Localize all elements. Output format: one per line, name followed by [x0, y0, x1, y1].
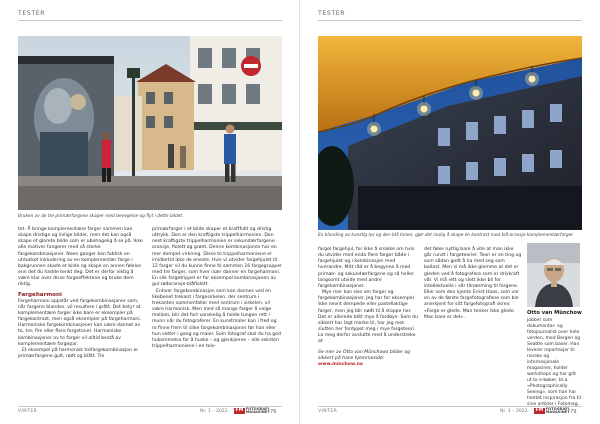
page-footer	[18, 406, 282, 416]
footer-issue: Nr. 1 – 2022	[500, 409, 528, 414]
paragraph: Enhver fargekombinasjon som kan dannes ved en likebenet trekant i fargesirkelen, der sentrum i trekanten sammenfaller med sentrum i sirkelen, vil være harmonisk. Men med så mange farger å velge mellom, blir det fort vanskelig å holde tungen rett i munn når du fotograferer. En kunstmaler kan i fred og ro finne frem til slike fargekombinasjoner før han eller hun setter i gang og maler. Som fotograf skal du ha god hukommelse for å huske – og gjenkjenne – alle seksten trippelharmoniene i en tolv-	[152, 288, 281, 349]
author-portrait	[527, 243, 580, 307]
magazine-logo	[534, 408, 570, 414]
blue-hour-photo	[318, 36, 582, 230]
logo-name-line-1: FOTOGRAFI	[545, 406, 570, 411]
footer-rule	[18, 406, 282, 407]
text-column-1	[318, 247, 418, 368]
logo-fm: FM	[535, 408, 544, 413]
paragraph: primærfarger i et bilde skaper et kraftfullt og dristig uttrykk. Den er den kraftigste trippelharmonien. Den nest kraftigste trippelharmonien er sekundærfargene oransje, fiolett og grønt. Denne kombinasjonen har en mer dempet virkning. Disse to trippelharmoniene er imidlertid ikke de eneste. Hvis vi utvider fargehjulet til 12 farger vil du kunne finne til sammen 16 fargegrupper med tre farger, som hver især danner en fargeharmoni. En slik fargetrippel er for eksempel kombinasjonen av gul-rødoransje-blåfiolett.	[152, 227, 282, 288]
logo-name	[546, 408, 570, 414]
street-photo	[18, 36, 282, 210]
street-photo-illustration	[18, 36, 282, 210]
right-page	[300, 0, 600, 424]
magazine-logo	[234, 408, 270, 414]
text-column-1	[18, 227, 145, 360]
footer-season: VINTER	[318, 409, 338, 414]
blue-hour-illustration	[318, 36, 582, 230]
paragraph: tet. Å bringe komplementære farger sammen kan skape dristige og livlige bilder, men det kan også skape et glorete bilde som er ubehagelig å se på. Ikke alle motiver fungerer med så sterke fargekombinasjoner. Noen ganger kan faktisk en utdukket inkludering av en komplementær farge i bakgrunnen skade et bilde og skape en annen følelse enn det du hadde tenkt deg. Det er derfor viktig å være klar over disse fargeeffektene og bruke dem riktig.	[18, 227, 143, 288]
paragraph: fargel fargehjul, for ikke å snakke om hvis du utvider med enda flere farger både i fargehjulet og i kombinasjon med hverandre. Mitt råd er å begynne å med primær- og sekundærfargene og så heller langsomt utvide med andre fargekombinasjoner.	[318, 247, 415, 289]
page-number: 79	[570, 408, 577, 415]
section-tag: TESTER	[318, 10, 346, 17]
author-portrait-illustration	[527, 243, 580, 307]
top-rule	[18, 20, 282, 21]
footer-rule	[318, 406, 582, 407]
paragraph: Mye mer kan sies om farger og fargekombinasjoner. Jeg har for eksempel ikke nevnt dempede eller pastellaktige farger, men jeg blir nødt til å stoppe her. Det er allerede blitt mye å fordøye. Som du sikkert har lagt merke til, har jeg mot slutten her fordypet meg i mye fargeteori. La meg derfor avslutte med å understreke at	[318, 290, 419, 345]
text-column-2	[152, 227, 282, 350]
footer-season: VINTER	[18, 409, 38, 414]
paragraph: Et eksempel på harmonisk trefargekombinasjon er primærfargene gult, rødt og blått. Tre	[18, 347, 139, 359]
page-number: 76	[270, 408, 277, 415]
website-note: Se mer av Otto van Münchows bilder og sikkert på hans hjemmeside:	[318, 349, 411, 361]
photo-caption: En blanding av kunstig lys og den blå timen, gjør det mulig å skape en kontrast med blå-oransje komplementærfarger.	[318, 233, 575, 238]
logo-fm: FM	[235, 408, 244, 413]
paragraph: det føles nyttig bare å vite at man ikke går rundt i fargeteorier. Teori er en ting og som sådan godt å ha med seg som ballast. Men vi må ikke glemme at det er gleden ved å fotografere som er drivkraft vår. Vi må rett og slett ikke bli for intellektuelle i vår tilnærming til fargene. Eller som den kjente Ernst Haas, som var en av de første fargefotografene som ble anerkjent for sitt fargefotografi skrev: «Farge er glede. Man tenker ikke glede. Man bare er det».	[424, 247, 522, 320]
logo-name-line-2: MAGASINET	[245, 410, 270, 414]
section-tag: TESTER	[18, 10, 46, 17]
logo-name-line-1: FOTOGRAFI	[245, 406, 270, 411]
author-name: Otto van Münchow	[527, 310, 582, 316]
photo-caption: Bruken av de tre primærfargene skaper med bevegelse og flyt i dette bildet.	[18, 214, 184, 219]
logo-name	[246, 408, 270, 414]
author-bio: jobber som dokumentar- og fotojournalist over hele verden, med Bergen og Seattle som baser. Han leverer reportasjer til norske og internasjonale magasiner, holder workshops og har gitt ut to e-bøker, bl.a. «Photographically Seeing», som han har hentet inspirasjon fra til sine artikler i Fotomag.	[527, 318, 581, 407]
footer-issue: Nr. 1 – 2022	[200, 409, 228, 414]
top-rule	[318, 20, 582, 21]
page-footer	[318, 406, 582, 416]
website-link[interactable]: www.minchow.no	[318, 361, 364, 367]
section-heading: Fargeharmoni	[18, 291, 62, 298]
text-column-2	[424, 247, 522, 321]
paragraph: Fargeharmoni oppstår ved fargekombinasjoner som, når fargene blandes, vil resultere i grått. Det betyr at komplementære farger ikke bare er eksempler på fargekontrast, men også eksempler på fargeharmoni. Harmoniske fargekombinasjoner kan være dannet av to, tre, fire eller flere fargetoner. Harmoniske kombinasjoner av to farger vil alltid bestå av komplementære fargepar.	[18, 298, 142, 347]
logo-name-line-2: MAGASINET	[545, 410, 570, 414]
